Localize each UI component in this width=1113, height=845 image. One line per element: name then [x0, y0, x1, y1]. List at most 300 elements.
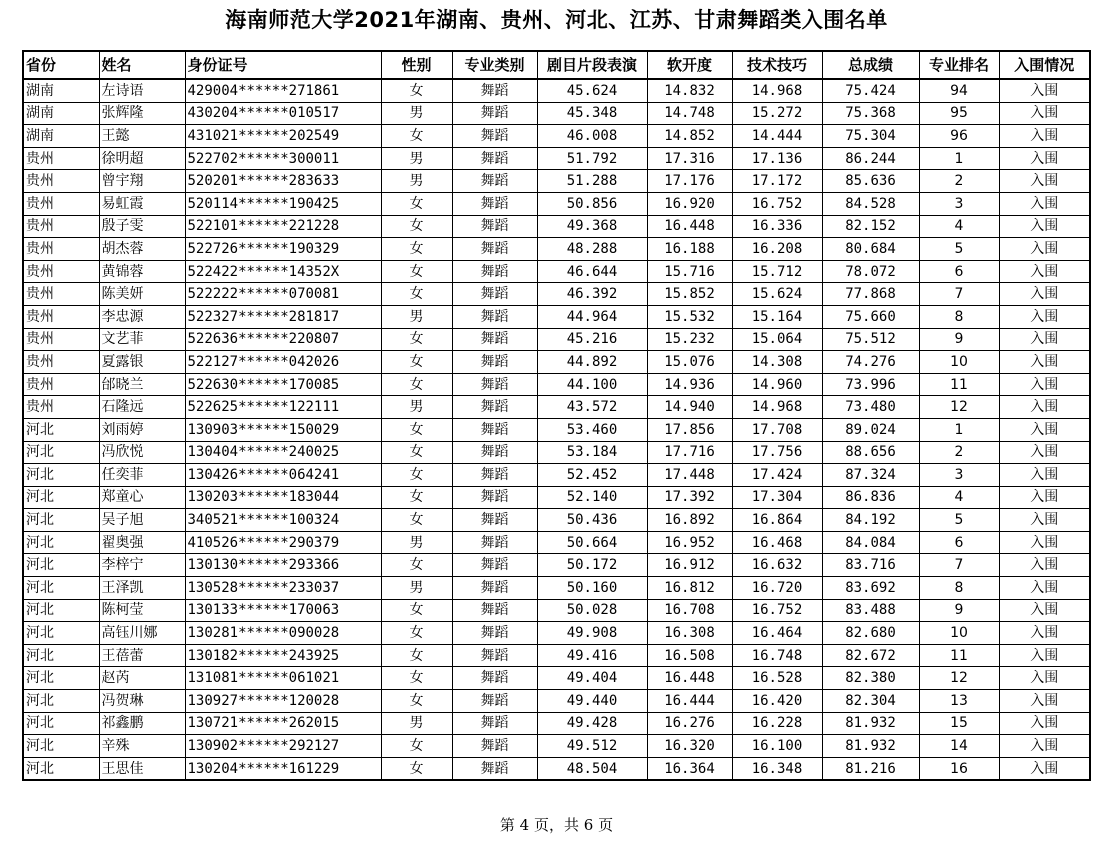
gender-cell: 男 [381, 305, 452, 328]
performance-score-cell: 46.644 [537, 260, 647, 283]
total-score-cell: 86.244 [822, 147, 919, 170]
total-score-cell: 81.932 [822, 735, 919, 758]
status-cell: 入围 [999, 622, 1090, 645]
gender-cell: 女 [381, 351, 452, 374]
rank-cell: 6 [919, 260, 999, 283]
province-cell: 河北 [23, 464, 99, 487]
table-row [23, 147, 1090, 170]
name-cell: 祁鑫鹏 [99, 712, 185, 735]
performance-score-cell: 49.908 [537, 622, 647, 645]
performance-score-cell: 50.160 [537, 577, 647, 600]
technique-score-cell: 16.752 [732, 192, 822, 215]
technique-score-cell: 16.348 [732, 757, 822, 780]
technique-score-cell: 15.624 [732, 283, 822, 306]
name-cell: 刘雨婷 [99, 418, 185, 441]
flexibility-score-cell: 16.448 [647, 667, 732, 690]
flexibility-score-cell: 14.936 [647, 373, 732, 396]
status-cell: 入围 [999, 283, 1090, 306]
major-cell: 舞蹈 [452, 441, 537, 464]
total-score-cell: 73.996 [822, 373, 919, 396]
technique-score-cell: 14.960 [732, 373, 822, 396]
id-number-cell: 130528******233037 [185, 577, 381, 600]
province-cell: 贵州 [23, 147, 99, 170]
table-row [23, 712, 1090, 735]
performance-score-cell: 49.440 [537, 690, 647, 713]
name-cell: 高钰川娜 [99, 622, 185, 645]
technique-score-cell: 16.632 [732, 554, 822, 577]
admission-table [22, 50, 1091, 781]
header-total: 总成绩 [822, 51, 919, 79]
status-cell: 入围 [999, 757, 1090, 780]
table-row [23, 260, 1090, 283]
gender-cell: 男 [381, 396, 452, 419]
technique-score-cell: 16.528 [732, 667, 822, 690]
table-row [23, 79, 1090, 102]
header-name: 姓名 [99, 51, 185, 79]
performance-score-cell: 45.624 [537, 79, 647, 102]
gender-cell: 女 [381, 554, 452, 577]
major-cell: 舞蹈 [452, 554, 537, 577]
performance-score-cell: 44.100 [537, 373, 647, 396]
performance-score-cell: 44.964 [537, 305, 647, 328]
rank-cell: 7 [919, 554, 999, 577]
performance-score-cell: 48.288 [537, 238, 647, 261]
header-performance: 剧目片段表演 [537, 51, 647, 79]
id-number-cell: 520114******190425 [185, 192, 381, 215]
id-number-cell: 340521******100324 [185, 509, 381, 532]
flexibility-score-cell: 17.448 [647, 464, 732, 487]
total-score-cell: 83.488 [822, 599, 919, 622]
gender-cell: 女 [381, 644, 452, 667]
total-score-cell: 75.424 [822, 79, 919, 102]
gender-cell: 女 [381, 441, 452, 464]
name-cell: 左诗语 [99, 79, 185, 102]
technique-score-cell: 17.304 [732, 486, 822, 509]
gender-cell: 男 [381, 102, 452, 125]
technique-score-cell: 17.708 [732, 418, 822, 441]
table-row [23, 486, 1090, 509]
flexibility-score-cell: 16.708 [647, 599, 732, 622]
name-cell: 王懿 [99, 125, 185, 148]
rank-cell: 11 [919, 373, 999, 396]
status-cell: 入围 [999, 79, 1090, 102]
province-cell: 贵州 [23, 260, 99, 283]
major-cell: 舞蹈 [452, 102, 537, 125]
gender-cell: 女 [381, 757, 452, 780]
performance-score-cell: 52.452 [537, 464, 647, 487]
flexibility-score-cell: 16.892 [647, 509, 732, 532]
rank-cell: 2 [919, 170, 999, 193]
id-number-cell: 522101******221228 [185, 215, 381, 238]
name-cell: 殷子雯 [99, 215, 185, 238]
status-cell: 入围 [999, 373, 1090, 396]
performance-score-cell: 51.288 [537, 170, 647, 193]
technique-score-cell: 15.272 [732, 102, 822, 125]
rank-cell: 13 [919, 690, 999, 713]
performance-score-cell: 50.028 [537, 599, 647, 622]
name-cell: 黄锦蓉 [99, 260, 185, 283]
page-title: 海南师范大学2021年湖南、贵州、河北、江苏、甘肃舞蹈类入围名单 [225, 8, 888, 32]
rank-cell: 12 [919, 396, 999, 419]
performance-score-cell: 45.216 [537, 328, 647, 351]
status-cell: 入围 [999, 554, 1090, 577]
table-row [23, 215, 1090, 238]
performance-score-cell: 53.460 [537, 418, 647, 441]
major-cell: 舞蹈 [452, 577, 537, 600]
technique-score-cell: 17.172 [732, 170, 822, 193]
name-cell: 任奕菲 [99, 464, 185, 487]
flexibility-score-cell: 17.716 [647, 441, 732, 464]
table-row [23, 509, 1090, 532]
total-score-cell: 75.660 [822, 305, 919, 328]
total-score-cell: 75.304 [822, 125, 919, 148]
table-row [23, 644, 1090, 667]
province-cell: 贵州 [23, 170, 99, 193]
name-cell: 王泽凯 [99, 577, 185, 600]
flexibility-score-cell: 15.716 [647, 260, 732, 283]
gender-cell: 女 [381, 79, 452, 102]
name-cell: 徐明超 [99, 147, 185, 170]
id-number-cell: 130130******293366 [185, 554, 381, 577]
table-row [23, 283, 1090, 306]
flexibility-score-cell: 15.076 [647, 351, 732, 374]
province-cell: 河北 [23, 644, 99, 667]
province-cell: 贵州 [23, 373, 99, 396]
gender-cell: 女 [381, 667, 452, 690]
table-row [23, 396, 1090, 419]
rank-cell: 1 [919, 418, 999, 441]
major-cell: 舞蹈 [452, 260, 537, 283]
province-cell: 河北 [23, 757, 99, 780]
gender-cell: 女 [381, 735, 452, 758]
status-cell: 入围 [999, 125, 1090, 148]
status-cell: 入围 [999, 464, 1090, 487]
performance-score-cell: 49.512 [537, 735, 647, 758]
name-cell: 王思佳 [99, 757, 185, 780]
status-cell: 入围 [999, 147, 1090, 170]
performance-score-cell: 45.348 [537, 102, 647, 125]
table-header-row [23, 51, 1090, 79]
name-cell: 冯贺琳 [99, 690, 185, 713]
id-number-cell: 130902******292127 [185, 735, 381, 758]
header-rank: 专业排名 [919, 51, 999, 79]
status-cell: 入围 [999, 328, 1090, 351]
performance-score-cell: 46.008 [537, 125, 647, 148]
performance-score-cell: 46.392 [537, 283, 647, 306]
name-cell: 石隆远 [99, 396, 185, 419]
gender-cell: 男 [381, 170, 452, 193]
status-cell: 入围 [999, 712, 1090, 735]
id-number-cell: 430204******010517 [185, 102, 381, 125]
table-row [23, 418, 1090, 441]
name-cell: 胡杰蓉 [99, 238, 185, 261]
technique-score-cell: 16.100 [732, 735, 822, 758]
technique-score-cell: 16.420 [732, 690, 822, 713]
id-number-cell: 522636******220807 [185, 328, 381, 351]
gender-cell: 女 [381, 328, 452, 351]
technique-score-cell: 16.748 [732, 644, 822, 667]
major-cell: 舞蹈 [452, 328, 537, 351]
id-number-cell: 522422******14352X [185, 260, 381, 283]
flexibility-score-cell: 14.748 [647, 102, 732, 125]
province-cell: 河北 [23, 599, 99, 622]
province-cell: 河北 [23, 712, 99, 735]
header-province: 省份 [23, 51, 99, 79]
province-cell: 贵州 [23, 328, 99, 351]
performance-score-cell: 43.572 [537, 396, 647, 419]
id-number-cell: 130404******240025 [185, 441, 381, 464]
flexibility-score-cell: 17.176 [647, 170, 732, 193]
performance-score-cell: 51.792 [537, 147, 647, 170]
total-score-cell: 88.656 [822, 441, 919, 464]
id-number-cell: 522222******070081 [185, 283, 381, 306]
name-cell: 邰晓兰 [99, 373, 185, 396]
status-cell: 入围 [999, 486, 1090, 509]
gender-cell: 男 [381, 531, 452, 554]
header-id-number: 身份证号 [185, 51, 381, 79]
id-number-cell: 130426******064241 [185, 464, 381, 487]
status-cell: 入围 [999, 509, 1090, 532]
flexibility-score-cell: 16.320 [647, 735, 732, 758]
id-number-cell: 130721******262015 [185, 712, 381, 735]
id-number-cell: 522630******170085 [185, 373, 381, 396]
major-cell: 舞蹈 [452, 712, 537, 735]
id-number-cell: 522702******300011 [185, 147, 381, 170]
rank-cell: 2 [919, 441, 999, 464]
flexibility-score-cell: 16.952 [647, 531, 732, 554]
major-cell: 舞蹈 [452, 283, 537, 306]
table-row [23, 690, 1090, 713]
gender-cell: 女 [381, 283, 452, 306]
province-cell: 贵州 [23, 396, 99, 419]
province-cell: 河北 [23, 554, 99, 577]
name-cell: 曾宇翔 [99, 170, 185, 193]
id-number-cell: 130281******090028 [185, 622, 381, 645]
major-cell: 舞蹈 [452, 644, 537, 667]
total-score-cell: 78.072 [822, 260, 919, 283]
province-cell: 湖南 [23, 102, 99, 125]
status-cell: 入围 [999, 192, 1090, 215]
performance-score-cell: 50.172 [537, 554, 647, 577]
major-cell: 舞蹈 [452, 667, 537, 690]
total-score-cell: 84.084 [822, 531, 919, 554]
major-cell: 舞蹈 [452, 418, 537, 441]
total-score-cell: 82.672 [822, 644, 919, 667]
rank-cell: 96 [919, 125, 999, 148]
id-number-cell: 130203******183044 [185, 486, 381, 509]
total-score-cell: 84.528 [822, 192, 919, 215]
gender-cell: 女 [381, 418, 452, 441]
flexibility-score-cell: 14.832 [647, 79, 732, 102]
table-row [23, 554, 1090, 577]
province-cell: 河北 [23, 531, 99, 554]
province-cell: 贵州 [23, 238, 99, 261]
performance-score-cell: 50.856 [537, 192, 647, 215]
rank-cell: 14 [919, 735, 999, 758]
technique-score-cell: 15.064 [732, 328, 822, 351]
status-cell: 入围 [999, 260, 1090, 283]
performance-score-cell: 49.416 [537, 644, 647, 667]
name-cell: 李忠源 [99, 305, 185, 328]
table-row [23, 192, 1090, 215]
name-cell: 陈美妍 [99, 283, 185, 306]
id-number-cell: 410526******290379 [185, 531, 381, 554]
table-row [23, 373, 1090, 396]
major-cell: 舞蹈 [452, 79, 537, 102]
id-number-cell: 520201******283633 [185, 170, 381, 193]
status-cell: 入围 [999, 102, 1090, 125]
id-number-cell: 431021******202549 [185, 125, 381, 148]
flexibility-score-cell: 16.276 [647, 712, 732, 735]
total-score-cell: 77.868 [822, 283, 919, 306]
flexibility-score-cell: 17.392 [647, 486, 732, 509]
rank-cell: 15 [919, 712, 999, 735]
rank-cell: 10 [919, 622, 999, 645]
id-number-cell: 522327******281817 [185, 305, 381, 328]
technique-score-cell: 14.968 [732, 79, 822, 102]
table-row [23, 238, 1090, 261]
gender-cell: 男 [381, 577, 452, 600]
flexibility-score-cell: 17.856 [647, 418, 732, 441]
province-cell: 河北 [23, 418, 99, 441]
flexibility-score-cell: 15.852 [647, 283, 732, 306]
flexibility-score-cell: 16.812 [647, 577, 732, 600]
table-row [23, 577, 1090, 600]
total-score-cell: 73.480 [822, 396, 919, 419]
gender-cell: 女 [381, 215, 452, 238]
total-score-cell: 82.152 [822, 215, 919, 238]
name-cell: 赵芮 [99, 667, 185, 690]
performance-score-cell: 49.368 [537, 215, 647, 238]
name-cell: 易虹霞 [99, 192, 185, 215]
status-cell: 入围 [999, 599, 1090, 622]
province-cell: 贵州 [23, 283, 99, 306]
total-score-cell: 75.368 [822, 102, 919, 125]
province-cell: 河北 [23, 667, 99, 690]
major-cell: 舞蹈 [452, 396, 537, 419]
technique-score-cell: 17.424 [732, 464, 822, 487]
name-cell: 翟奥强 [99, 531, 185, 554]
major-cell: 舞蹈 [452, 735, 537, 758]
gender-cell: 男 [381, 712, 452, 735]
rank-cell: 5 [919, 509, 999, 532]
gender-cell: 女 [381, 192, 452, 215]
major-cell: 舞蹈 [452, 531, 537, 554]
technique-score-cell: 15.164 [732, 305, 822, 328]
gender-cell: 女 [381, 464, 452, 487]
rank-cell: 8 [919, 305, 999, 328]
province-cell: 河北 [23, 622, 99, 645]
province-cell: 河北 [23, 577, 99, 600]
name-cell: 王蓓蕾 [99, 644, 185, 667]
id-number-cell: 130182******243925 [185, 644, 381, 667]
status-cell: 入围 [999, 418, 1090, 441]
performance-score-cell: 48.504 [537, 757, 647, 780]
flexibility-score-cell: 16.508 [647, 644, 732, 667]
major-cell: 舞蹈 [452, 125, 537, 148]
rank-cell: 11 [919, 644, 999, 667]
gender-cell: 女 [381, 486, 452, 509]
rank-cell: 9 [919, 328, 999, 351]
technique-score-cell: 16.336 [732, 215, 822, 238]
header-gender: 性别 [381, 51, 452, 79]
total-score-cell: 83.692 [822, 577, 919, 600]
flexibility-score-cell: 15.232 [647, 328, 732, 351]
gender-cell: 女 [381, 622, 452, 645]
province-cell: 河北 [23, 486, 99, 509]
id-number-cell: 522726******190329 [185, 238, 381, 261]
major-cell: 舞蹈 [452, 305, 537, 328]
table-row [23, 757, 1090, 780]
id-number-cell: 131081******061021 [185, 667, 381, 690]
total-score-cell: 87.324 [822, 464, 919, 487]
table-row [23, 351, 1090, 374]
id-number-cell: 130903******150029 [185, 418, 381, 441]
name-cell: 辛殊 [99, 735, 185, 758]
table-row [23, 125, 1090, 148]
flexibility-score-cell: 16.188 [647, 238, 732, 261]
rank-cell: 95 [919, 102, 999, 125]
major-cell: 舞蹈 [452, 373, 537, 396]
major-cell: 舞蹈 [452, 486, 537, 509]
performance-score-cell: 50.664 [537, 531, 647, 554]
technique-score-cell: 15.712 [732, 260, 822, 283]
header-major: 专业类别 [452, 51, 537, 79]
rank-cell: 1 [919, 147, 999, 170]
table-row [23, 464, 1090, 487]
table-row [23, 441, 1090, 464]
rank-cell: 94 [919, 79, 999, 102]
table-row [23, 622, 1090, 645]
flexibility-score-cell: 16.912 [647, 554, 732, 577]
rank-cell: 12 [919, 667, 999, 690]
province-cell: 湖南 [23, 125, 99, 148]
id-number-cell: 522625******122111 [185, 396, 381, 419]
header-status: 入围情况 [999, 51, 1090, 79]
table-row [23, 667, 1090, 690]
gender-cell: 女 [381, 373, 452, 396]
major-cell: 舞蹈 [452, 690, 537, 713]
technique-score-cell: 16.864 [732, 509, 822, 532]
flexibility-score-cell: 14.940 [647, 396, 732, 419]
flexibility-score-cell: 14.852 [647, 125, 732, 148]
gender-cell: 女 [381, 125, 452, 148]
table-row [23, 328, 1090, 351]
province-cell: 河北 [23, 441, 99, 464]
province-cell: 贵州 [23, 215, 99, 238]
rank-cell: 4 [919, 215, 999, 238]
total-score-cell: 86.836 [822, 486, 919, 509]
rank-cell: 7 [919, 283, 999, 306]
name-cell: 郑童心 [99, 486, 185, 509]
rank-cell: 16 [919, 757, 999, 780]
table-row [23, 735, 1090, 758]
technique-score-cell: 17.756 [732, 441, 822, 464]
total-score-cell: 75.512 [822, 328, 919, 351]
major-cell: 舞蹈 [452, 599, 537, 622]
name-cell: 文艺菲 [99, 328, 185, 351]
flexibility-score-cell: 17.316 [647, 147, 732, 170]
table-body [23, 79, 1090, 780]
status-cell: 入围 [999, 667, 1090, 690]
technique-score-cell: 14.444 [732, 125, 822, 148]
flexibility-score-cell: 16.920 [647, 192, 732, 215]
table-row [23, 531, 1090, 554]
technique-score-cell: 16.752 [732, 599, 822, 622]
performance-score-cell: 50.436 [537, 509, 647, 532]
rank-cell: 9 [919, 599, 999, 622]
table-row [23, 170, 1090, 193]
